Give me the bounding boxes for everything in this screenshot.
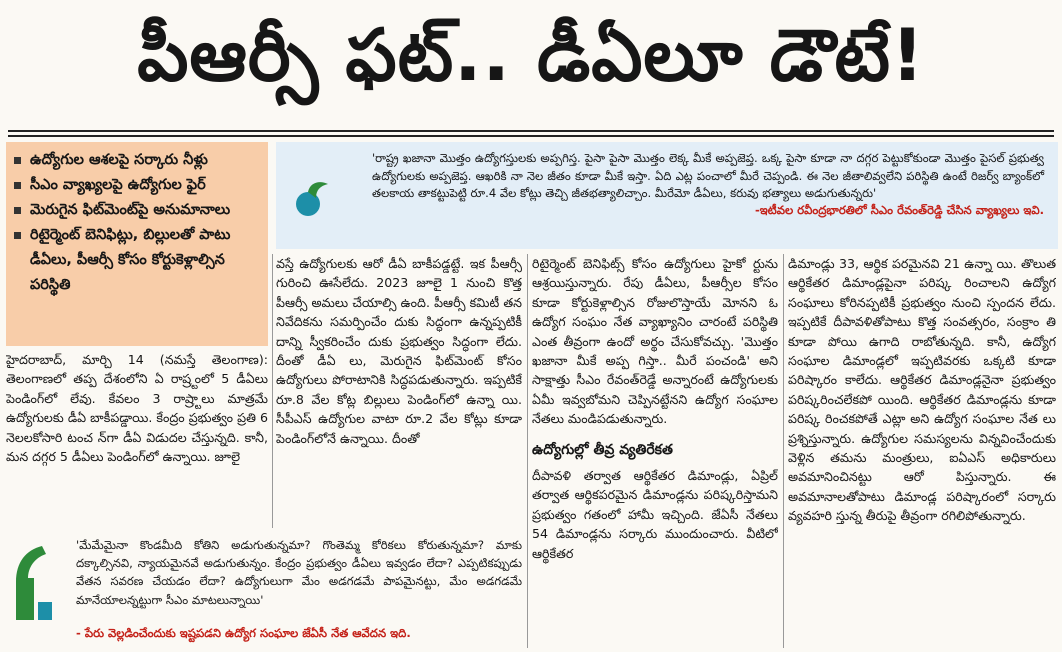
union-quote-attribution: - పేరు వెల్లడించేందుకు ఇష్టపడని ఉద్యోగ సంఘాల జేఏసీ నేత ఆవేదన ఇది.: [76, 626, 411, 640]
headline: పీఆర్సీ ఫట్.. డీఏలూ డౌటే!: [137, 13, 925, 97]
cm-quote-attribution: -ఇటీవల రవీంద్రభారతిలో సీఎం రేవంత్‌రెడ్డి చేసిన వ్యాఖ్యలు ఇవి.: [755, 202, 1044, 217]
quote-open-icon: [12, 542, 52, 622]
highlight-item: మెరుగైన ఫిట్‌మెంట్‌పై అనుమానాలు: [14, 198, 260, 223]
quote-open-icon: [294, 178, 334, 222]
section-subhead: ఉద్యోగుల్లో తీవ్ర వ్యతిరేకత: [532, 441, 673, 458]
union-quote-text: 'మేమేమైనా కొండమీది కోతిని అడుగుతున్నమా? గొంతెమ్మ కోరికలు కోరుతున్నమా? మాకు దక్కాల్సినవి, న్యాయమైనవే అడుగుతున్నం. కేంద్రం ప్రభుత్వం డీఏలు ఇవ్వడం లేదా? ఎప్పటికప్పుడు వేతన సవరణ చేయడం లేదా? ఉద్యోగులుగా మేం అడగడమే పాపమైనట్టు, మేం అడగడమే మానేయాలన్నట్టుగా సీఎం మాటలున్నాయి': [76, 538, 522, 607]
article-column-2: వస్తే ఉద్యోగులకు ఆరో డీఏ బాకీపడ్డట్టే. ఇక పీఆర్సీ గురించి ఊసేలేదు. 2023 జూలై 1 నుంచి కొత్త పీఆర్సీ అమలు చేయాల్సి ఉంది. పీఆర్సీ కమిటీ తన నివేదికను సమర్పించేం దుకు సిద్ధంగా ఉన్నప్పటికీ దాన్ని స్వీకరించేం దుకు ప్రభుత్వం సిద్ధంగా లేదు. దీంతో డీఏ లు, మెరుగైన ఫిట్‌మెంట్ కోసం ఉద్యోగులు పోరాటానికి సిద్ధపడుతున్నారు. ఇప్పటికే రూ.8 వేల కోట్ల బిల్లులు పెండింగ్‌లో ఉన్నా యి. సీపీఎస్ ఉద్యోగుల వాటా రూ.2 వేల కోట్లు కూడా పెండింగ్‌లోనే ఉన్నాయి. దీంతో: [276, 256, 522, 446]
column-divider: [272, 254, 273, 528]
highlight-item: సీఎం వ్యాఖ్యలపై ఉద్యోగుల ఫైర్: [14, 173, 260, 198]
column-divider: [527, 254, 528, 648]
cm-quote-text: 'రాష్ట్ర ఖజానా మొత్తం ఉద్యోగస్తులకు అప్పగిస్త. పైసా పైసా మొత్తం లెక్క మీకే అప్పజెప్త. ఒక్క పైసా కూడా నా దగ్గర పెట్టుకోకుండా మొత్తం పైసల్ ప్రభుత్వ ఉద్యోగులకు అప్పజెప్త. ఆఖరికి నా నెల జీతం కూడా మీకే ఇస్తా. ఏది ఎట్ల పంచాలో మీరే చెప్పండి. ఈ నెల జీతాలివ్వలేని పరిస్థితి ఉంటే రిజర్వ్ బ్యాంక్‌లో తలకాయ తాకట్టుపెట్టి రూ.4 వేల కోట్లు తెచ్చి జీతభత్యాలిచ్చాం. మీరేమో డీఏలు, కరువు భత్యాలు అడుగుతున్నరు': [372, 151, 1044, 200]
highlight-item: రిటైర్మెంట్ బెనిఫిట్లు, బిల్లులతో పాటు డీఏలు, పీఆర్సీ కోసం కోర్టుకెళ్లాల్సిన పరిస్థితి: [14, 223, 260, 298]
article-column-1: హైదరాబాద్, మార్చి 14 (నమస్తే తెలంగాణ): తెలంగాణలో తప్ప దేశంలోని ఏ రాష్ర్టంలో 5 డీఏలు పెండింగ్‌లో లేవు. కేవలం 3 రాష్ర్టాలు మాత్రమే ఉద్యోగులకు డీఏ బాకీపడ్డాయి. కేంద్రం ప్రభుత్వం ప్రతి 6 నెలలకోసారి టంచ న్‌గా డీఏ విడుదల చేస్తున్నది. కానీ, మన దగ్గర 5 డీఏలు పెండింగ్‌లో ఉన్నాయి. జూలై: [6, 352, 268, 465]
highlight-item: ఉద్యోగుల ఆశలపై సర్కారు నీళ్లు: [14, 148, 260, 173]
article-column-3: రిటైర్మెంట్ బెనిఫిట్స్ కోసం ఉద్యోగులు హైకో ర్టును ఆశ్రయిస్తున్నారు. రేపు డీఏలు, పీఆర్సీల కోసం కూడా కోర్టుకెళ్లాల్సిన రోజులొస్తాయే మోనని ఓ ఉద్యోగ సంఘం నేత వ్యాఖ్యానిం చారంటే పరిస్థితి ఎంత తీవ్రంగా ఉందో అర్థం చేసుకోవచ్చు. 'మొత్తం ఖజానా మీకే అప్ప గిస్తా.. మీరే పంచండి' అని సాక్షాత్తు సీఎం రేవంత్‌రెడ్డే అన్నారంటే ఉద్యోగులకు ఏమీ ఇవ్వబోమని చెప్పినట్టేనని ఉద్యోగ సంఘాల నేతలు మండిపడుతున్నారు. ఉద్యోగుల్లో తీవ్ర వ్యతిరేకత దీపావళి తర్వాత ఆర్థికేతర డిమాండ్లు, ఏప్రిల్ తర్వాత ఆర్థికపరమైన డిమాండ్లను పరిష్కరిస్తామని ప్రభుత్వం గతంలో హామీ ఇచ్చింది. జేఏసీ నేతలు 54 డిమాండ్లను సర్కారు ముందుంచారు. వీటిలో ఆర్థికేతర: [532, 256, 778, 561]
article-column-4: డిమాండ్లు 33, ఆర్థిక పరమైనవి 21 ఉన్నా యి. తొలుత ఆర్థికేతర డిమాండ్లపైనా పరిష్క రించాలని ఉద్యోగ సంఘాలు కోరినప్పటికీ ప్రభుత్వం నుంచి స్పందన లేదు. ఇప్పటికే దీపావళితోపాటు కొత్త సంవత్సరం, సంక్రాం తి కూడా పోయి ఉగాది రాబోతున్నది. కానీ, ఉద్యోగ సంఘాల డిమాండ్లలో ఇప్పటివరకు ఒక్కటి కూడా పరిష్కారం కాలేదు. ఆర్థికేతర డిమాండ్లనైనా ప్రభుత్వం పరిష్కరించలేకపో యింది. ఆర్థికేతర డిమాండ్లను కూడా పరిష్క రించకపోతే ఎట్లా అని ఉద్యోగ సంఘాల నేత లు ప్రశ్నిస్తున్నారు. ఉద్యోగుల సమస్యలను విన్నవించేందుకు వెళ్లిన తమను మంత్రులు, ఐఏఎస్ అధికారులు అవమానించినట్టు ఆరో పిస్తున్నారు. ఈ అవమానాలతోపాటు డిమాండ్ల పరిష్కారంలో సర్కారు వ్యవహరి స్తున్న తీరుపై తీవ్రంగా రగిలిపోతున్నారు.: [788, 256, 1056, 524]
union-quote-box: [6, 532, 524, 648]
column-divider: [783, 254, 784, 648]
divider: [8, 130, 1054, 132]
highlights-box: [6, 142, 268, 346]
divider: [8, 135, 1054, 137]
cm-quote-box: [276, 142, 1058, 249]
